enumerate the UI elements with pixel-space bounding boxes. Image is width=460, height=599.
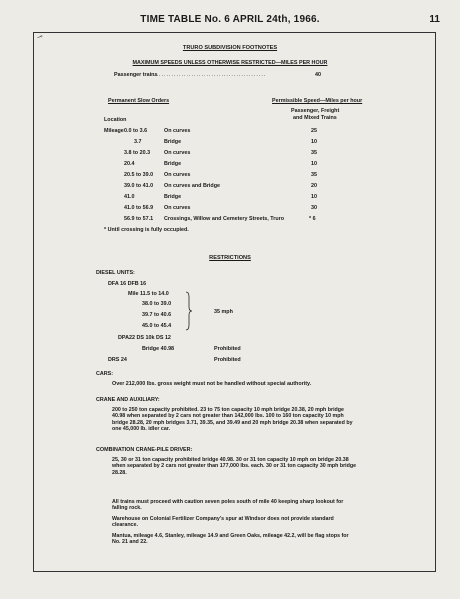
mile-range: 39.7 to 40.6 — [142, 312, 172, 318]
row-desc: On curves — [164, 128, 191, 134]
passenger-trains-speed: 40 — [315, 72, 321, 78]
paragraph-falling-rock: All trains must proceed with caution seven poles south of mile 40 keeping sharp lookout for falling rock. — [112, 499, 344, 512]
mile-range: 38.0 to 39.0 — [142, 301, 172, 307]
mile-range: Mile 11.5 to 14.0 — [128, 291, 169, 297]
row-speed: 10 — [311, 139, 317, 145]
pf-heading-1: Passenger, Freight — [291, 108, 340, 114]
row-desc: On curves — [164, 205, 191, 211]
row-range: 41.0 to 56.9 — [124, 205, 154, 211]
prohibited-1: Prohibited — [214, 346, 241, 352]
row-speed: * 6 — [309, 216, 316, 222]
bridge-label: Bridge 40.98 — [142, 346, 175, 352]
row-speed: 10 — [311, 161, 317, 167]
row-desc: Bridge — [164, 161, 182, 167]
drs-line: DRS 24 — [108, 357, 127, 363]
row-range: 20.4 — [124, 161, 135, 167]
row-prefix: Mileage — [104, 128, 124, 134]
paragraph-flag-stops: Mantua, mileage 4.6, Stanley, mileage 14.9 and Green Oaks, mileage 42.2, will be flag stops for No. 21 and 22. — [112, 533, 349, 546]
leader-dots: ............................................. — [154, 72, 267, 78]
crossing-note: * Until crossing is fully occupied. — [104, 227, 189, 233]
permissible-speed-heading: Permissible Speed—Miles per hour — [272, 98, 363, 104]
passenger-trains-label: Passenger trains — [114, 72, 158, 78]
corner-mark-icon: ⊸ — [36, 33, 45, 42]
cars-heading: CARS: — [96, 371, 114, 377]
page-frame — [33, 32, 436, 572]
row-range: 3.7 — [134, 139, 142, 145]
row-range: 56.9 to 57.1 — [124, 216, 154, 222]
footnotes-title: TRURO SUBDIVISION FOOTNOTES — [182, 45, 278, 51]
row-speed: 35 — [311, 150, 317, 156]
row-desc: Bridge — [164, 139, 182, 145]
row-desc: On curves — [164, 150, 191, 156]
row-range: 0.0 to 3.6 — [124, 128, 148, 134]
combo-heading: COMBINATION CRANE-PILE DRIVER: — [96, 447, 193, 453]
row-range: 20.5 to 39.0 — [124, 172, 154, 178]
brace-icon — [185, 291, 193, 331]
row-desc: Bridge — [164, 194, 182, 200]
paragraph-warehouse: Warehouse on Colonial Fertilizer Company's spur at Windsor does not provide standard clearance. — [112, 516, 334, 529]
row-speed: 30 — [311, 205, 317, 211]
combo-text: 25, 30 or 31 ton capacity prohibited bridge 40.98. 30 or 31 ton capacity 10 mph on bridge 20.38 when separated by 2 cars not greater than 177,000 lbs. each. 30 or 31 ton capacity 30 mph bridge 28.28. — [112, 457, 357, 476]
crane-text: 200 to 250 ton capacity prohibited. 23 to 75 ton capacity 10 mph bridge 20.38, 20 mph bridge 40.98 when separated by 2 cars not greater than 142,000 lbs. 100 to 160 ton capacity 10 mph bridge 28.28, 20 mph bridges 3.71, 39.35, and 39.49 and 20 mph bridge 20.38 when separated by one 45,000 lb. idler car. — [112, 407, 353, 433]
row-range: 39.0 to 41.0 — [124, 183, 154, 189]
row-desc: On curves and Bridge — [164, 183, 221, 189]
max-speed-heading: MAXIMUM SPEEDS UNLESS OTHERWISE RESTRICTED—MILES PER HOUR — [132, 60, 328, 66]
page-header — [0, 14, 460, 28]
pf-heading-2: and Mixed Trains — [293, 115, 337, 121]
row-speed: 20 — [311, 183, 317, 189]
diesel-heading: DIESEL UNITS: — [96, 270, 135, 276]
row-desc: Crossings, Willow and Cemetery Streets, Truro — [164, 216, 285, 222]
row-range: 41.0 — [124, 194, 135, 200]
location-label: Location — [104, 117, 127, 123]
prohibited-2: Prohibited — [214, 357, 241, 363]
row-speed: 35 — [311, 172, 317, 178]
page-number: 11 — [429, 14, 440, 25]
cars-text: Over 212,000 lbs. gross weight must not be handled without special authority. — [112, 381, 312, 387]
speed-35: 35 mph — [214, 309, 233, 315]
crane-heading: CRANE AND AUXILIARY: — [96, 397, 160, 403]
page-title: TIME TABLE No. 6 APRIL 24th, 1966. — [140, 14, 320, 25]
restrictions-title: RESTRICTIONS — [209, 255, 251, 261]
row-range: 3.8 to 20.3 — [124, 150, 151, 156]
row-speed: 10 — [311, 194, 317, 200]
mile-range: 45.0 to 45.4 — [142, 323, 172, 329]
dfa-line: DFA 16 DFB 16 — [108, 281, 147, 287]
row-desc: On curves — [164, 172, 191, 178]
dpa-line: DPA22 DS 10k DS 12 — [118, 335, 171, 341]
slow-orders-heading: Permanent Slow Orders — [108, 98, 170, 104]
row-speed: 25 — [311, 128, 317, 134]
